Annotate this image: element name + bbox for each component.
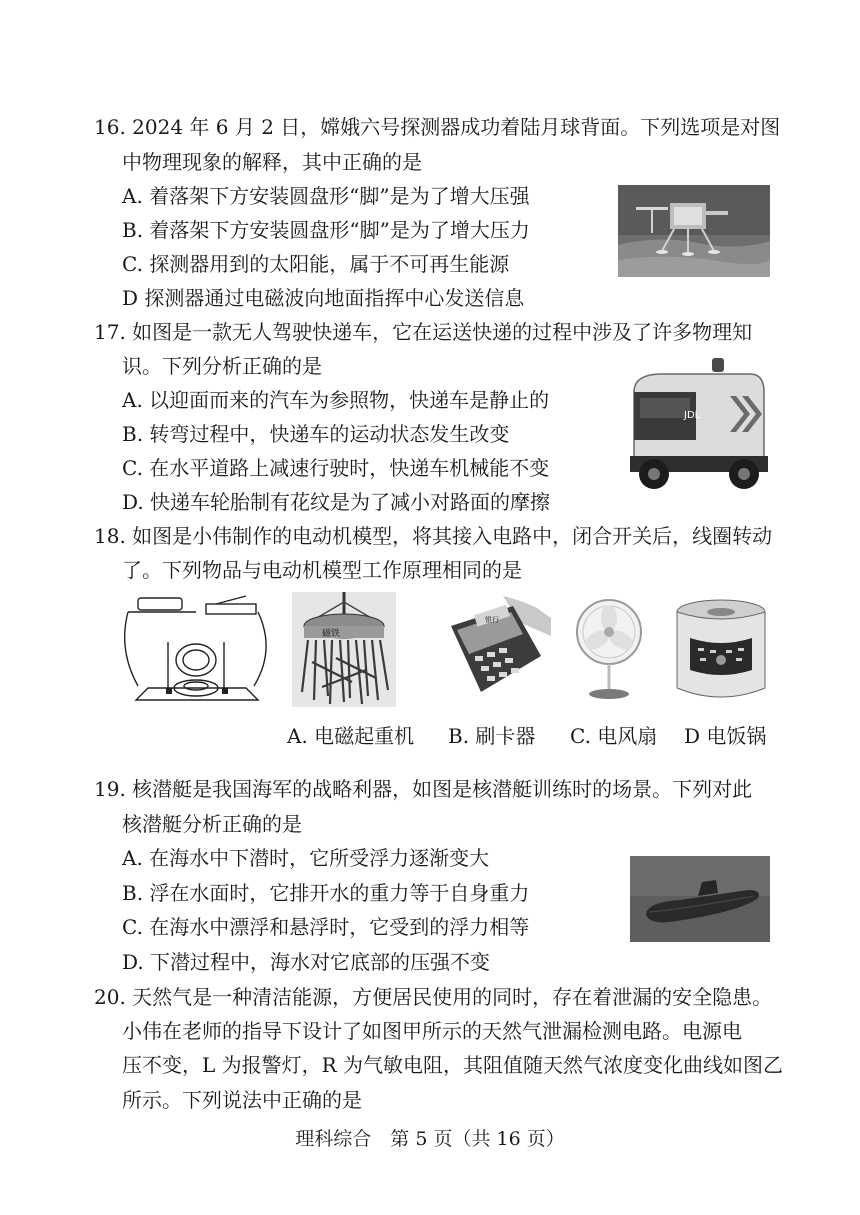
q20-stem-line-1: 20. 天然气是一种清洁能源，方便居民使用的同时，存在着泄漏的安全隐患。 <box>94 985 773 1009</box>
q16-stem-line-2: 中物理现象的解释，其中正确的是 <box>122 150 422 174</box>
q18-stem-line-1: 18. 如图是小伟制作的电动机模型，将其接入电路中，闭合开关后，线圈转动 <box>94 524 773 548</box>
q16-option-b: B. 着落架下方安装圆盘形“脚”是为了增大压力 <box>122 218 530 242</box>
q17-stem-line-1: 17. 如图是一款无人驾驶快递车，它在运送快递的过程中涉及了许多物理知 <box>94 320 753 344</box>
lunar-lander-photo <box>618 185 770 277</box>
delivery-truck-photo <box>622 352 772 496</box>
q19-option-a: A. 在海水中下潜时，它所受浮力逐渐变大 <box>122 846 490 870</box>
card-reader-photo <box>441 596 551 706</box>
q20-stem-line-4: 所示。下列说法中正确的是 <box>122 1088 362 1112</box>
q16-option-d: D 探测器通过电磁波向地面指挥中心发送信息 <box>122 286 525 310</box>
q20-stem-line-3: 压不变，L 为报警灯，R 为气敏电阻，其阻值随天然气浓度变化曲线如图乙 <box>122 1053 784 1077</box>
crane-sign: 磁铁 <box>322 629 341 639</box>
page-footer: 理科综合 第 5 页（共 16 页） <box>295 1128 565 1150</box>
motor-model-diagram <box>118 590 276 708</box>
option-a-caption: A. 电磁起重机 <box>287 724 415 748</box>
q17-stem-line-2: 识。下列分析正确的是 <box>122 354 322 378</box>
truck-logo: JDL <box>684 410 701 421</box>
q18-stem-line-2: 了。下列物品与电动机模型工作原理相同的是 <box>122 558 522 582</box>
option-c-caption: C. 电风扇 <box>570 724 658 748</box>
q19-option-d: D. 下潜过程中，海水对它底部的压强不变 <box>122 950 491 974</box>
submarine-photo <box>630 856 770 942</box>
option-d-caption: D 电饭锅 <box>684 724 767 748</box>
q20-stem-line-2: 小伟在老师的指导下设计了如图甲所示的天然气泄漏检测电路。电源电 <box>122 1019 742 1043</box>
q17-option-b: B. 转弯过程中，快递车的运动状态发生改变 <box>122 422 510 446</box>
q16-stem-line-1: 16. 2024 年 6 月 2 日，嫦娥六号探测器成功着陆月球背面。下列选项是对图 <box>94 115 781 139</box>
q17-option-c: C. 在水平道路上减速行驶时，快递车机械能不变 <box>122 456 550 480</box>
q17-option-a: A. 以迎面而来的汽车为参照物，快递车是静止的 <box>122 388 550 412</box>
option-b-caption: B. 刷卡器 <box>448 724 536 748</box>
pos-brand: 银行 <box>485 616 499 624</box>
rice-cooker-photo <box>670 596 772 706</box>
q19-option-c: C. 在海水中漂浮和悬浮时，它受到的浮力相等 <box>122 915 530 939</box>
q17-option-d: D. 快递车轮胎制有花纹是为了减小对路面的摩擦 <box>122 490 551 514</box>
q16-option-c: C. 探测器用到的太阳能，属于不可再生能源 <box>122 252 510 276</box>
q19-stem-line-1: 19. 核潜艇是我国海军的战略利器，如图是核潜艇训练时的场景。下列对此 <box>94 777 753 801</box>
electric-fan-photo <box>572 594 646 704</box>
q19-stem-line-2: 核潜艇分析正确的是 <box>122 812 302 836</box>
q19-option-b: B. 浮在水面时，它排开水的重力等于自身重力 <box>122 881 530 905</box>
electromagnetic-crane-photo <box>292 592 396 707</box>
q16-option-a: A. 着落架下方安装圆盘形“脚”是为了增大压强 <box>122 184 530 208</box>
